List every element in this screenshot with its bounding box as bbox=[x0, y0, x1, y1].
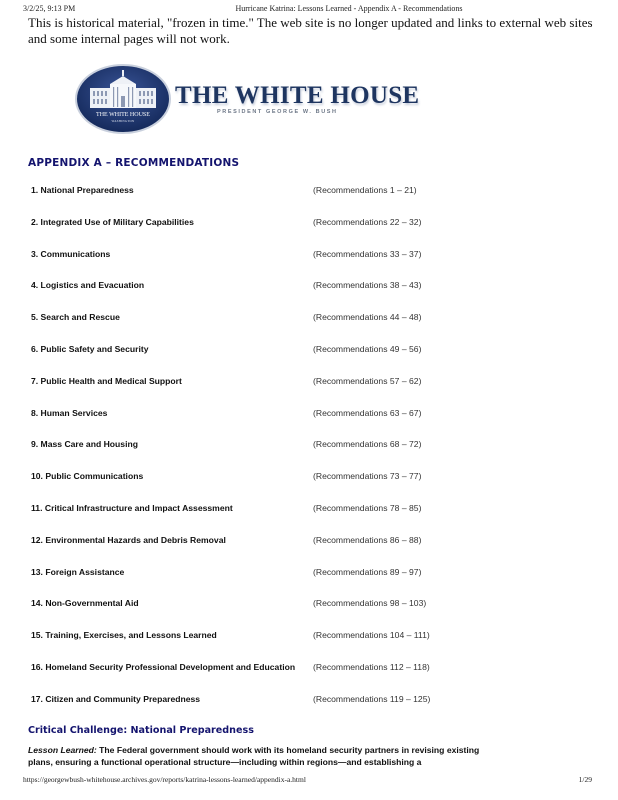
toc-row bbox=[31, 694, 591, 726]
lesson-learned-label: Lesson Learned: bbox=[28, 745, 97, 755]
toc-section-link[interactable]: 8. Human Services bbox=[31, 407, 108, 418]
recommendations-table-of-contents bbox=[31, 185, 591, 726]
toc-section-link[interactable]: 6. Public Safety and Security bbox=[31, 343, 149, 354]
toc-recommendation-range: (Recommendations 1 – 21) bbox=[313, 185, 417, 195]
toc-row bbox=[31, 280, 591, 312]
toc-row bbox=[31, 217, 591, 249]
toc-row bbox=[31, 598, 591, 630]
toc-section-link[interactable]: 13. Foreign Assistance bbox=[31, 566, 125, 577]
toc-recommendation-range: (Recommendations 86 – 88) bbox=[313, 534, 422, 545]
toc-row bbox=[31, 503, 591, 535]
toc-row bbox=[31, 567, 591, 599]
toc-section-link[interactable]: 3. Communications bbox=[31, 248, 111, 259]
toc-row bbox=[31, 439, 591, 471]
print-url: https://georgewbush-whitehouse.archives.gov/reports/katrina-lessons-learned/appendix-a.html bbox=[23, 775, 306, 784]
toc-recommendation-range: (Recommendations 22 – 32) bbox=[313, 216, 422, 227]
lesson-learned-paragraph bbox=[28, 744, 498, 768]
page-title: APPENDIX A – RECOMMENDATIONS bbox=[28, 157, 240, 169]
toc-row bbox=[31, 630, 591, 662]
print-page-number: 1/29 bbox=[578, 775, 592, 784]
toc-recommendation-range: (Recommendations 89 – 97) bbox=[313, 566, 422, 577]
toc-recommendation-range: (Recommendations 112 – 118) bbox=[313, 661, 430, 672]
brand-title: THE WHITE HOUSE bbox=[175, 82, 420, 109]
toc-section-link[interactable]: 5. Search and Rescue bbox=[31, 312, 120, 323]
print-timestamp: 3/2/25, 9:13 PM bbox=[23, 4, 76, 13]
toc-section-link[interactable]: 2. Integrated Use of Military Capabilities bbox=[31, 216, 194, 227]
toc-row bbox=[31, 249, 591, 281]
toc-section-link[interactable]: 11. Critical Infrastructure and Impact Assessment bbox=[31, 502, 233, 513]
toc-recommendation-range: (Recommendations 78 – 85) bbox=[313, 502, 422, 513]
lesson-learned-text: The Federal government should work with its homeland security partners in revising existing plans, ensuring a functional operational structure—including within regions—and establishing a bbox=[28, 745, 480, 767]
white-house-logo[interactable] bbox=[74, 62, 420, 140]
toc-recommendation-range: (Recommendations 104 – 111) bbox=[313, 630, 430, 641]
toc-section-link[interactable]: 4. Logistics and Evacuation bbox=[31, 280, 145, 291]
toc-recommendation-range: (Recommendations 98 – 103) bbox=[313, 598, 427, 609]
toc-row bbox=[31, 376, 591, 408]
toc-recommendation-range: (Recommendations 38 – 43) bbox=[313, 280, 422, 291]
toc-row bbox=[31, 344, 591, 376]
toc-row bbox=[31, 662, 591, 694]
toc-recommendation-range: (Recommendations 63 – 67) bbox=[313, 407, 422, 418]
toc-section-link[interactable]: 14. Non-Governmental Aid bbox=[31, 598, 139, 609]
toc-recommendation-range: (Recommendations 49 – 56) bbox=[313, 343, 422, 354]
brand-subtitle: PRESIDENT GEORGE W. BUSH bbox=[217, 109, 338, 115]
toc-recommendation-range: (Recommendations 68 – 72) bbox=[313, 439, 422, 450]
seal-text: THE WHITE HOUSE bbox=[96, 112, 150, 118]
toc-section-link[interactable]: 10. Public Communications bbox=[31, 471, 144, 482]
toc-row bbox=[31, 185, 591, 217]
toc-row bbox=[31, 408, 591, 440]
toc-section-link[interactable]: 15. Training, Exercises, and Lessons Learned bbox=[31, 630, 217, 641]
critical-challenge-heading: Critical Challenge: National Preparedness bbox=[28, 725, 254, 736]
toc-section-link[interactable]: 12. Environmental Hazards and Debris Removal bbox=[31, 534, 226, 545]
print-page-title: Hurricane Katrina: Lessons Learned - Appendix A - Recommendations bbox=[235, 4, 463, 13]
toc-recommendation-range: (Recommendations 73 – 77) bbox=[313, 471, 422, 482]
seal-subtext: WASHINGTON bbox=[111, 119, 135, 123]
toc-recommendation-range: (Recommendations 44 – 48) bbox=[313, 312, 422, 323]
toc-section-link[interactable]: 9. Mass Care and Housing bbox=[31, 439, 138, 450]
toc-section-link[interactable]: 7. Public Health and Medical Support bbox=[31, 375, 182, 386]
toc-row bbox=[31, 312, 591, 344]
white-house-seal-icon bbox=[74, 62, 172, 136]
toc-section-link[interactable]: 17. Citizen and Community Preparedness bbox=[31, 693, 201, 704]
historical-notice: This is historical material, "frozen in time." The web site is no longer updated and links to external web sites and some internal pages will not work. bbox=[28, 15, 593, 46]
toc-section-link[interactable]: 16. Homeland Security Professional Development and Education bbox=[31, 661, 296, 672]
toc-row bbox=[31, 471, 591, 503]
toc-recommendation-range: (Recommendations 119 – 125) bbox=[313, 693, 431, 704]
toc-recommendation-range: (Recommendations 57 – 62) bbox=[313, 375, 422, 386]
toc-row bbox=[31, 535, 591, 567]
toc-section-link[interactable]: 1. National Preparedness bbox=[31, 185, 134, 195]
toc-recommendation-range: (Recommendations 33 – 37) bbox=[313, 248, 422, 259]
